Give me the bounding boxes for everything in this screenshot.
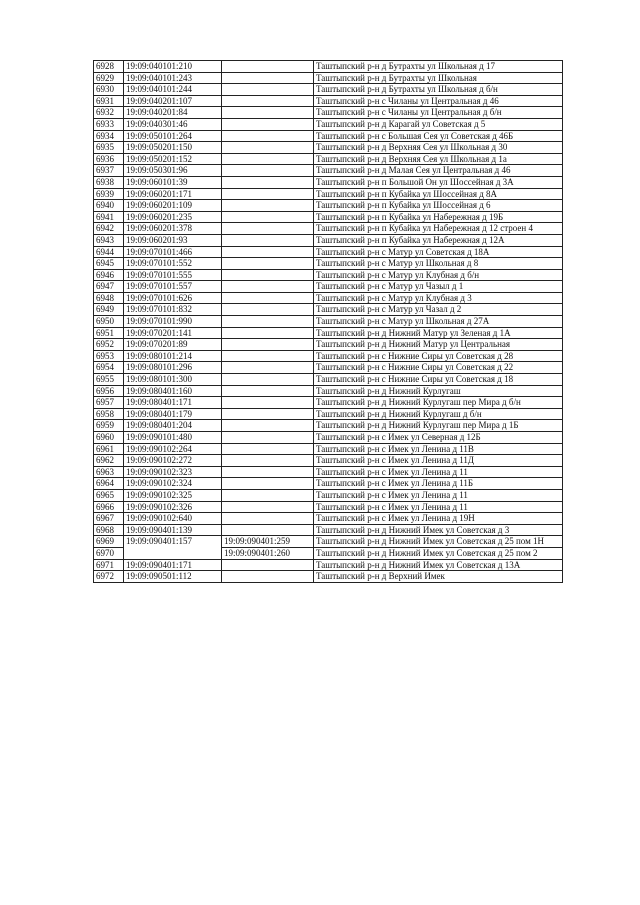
address-cell: Таштыпский р-н д Нижний Имек ул Советская д 13А	[314, 559, 563, 571]
table-row	[94, 72, 563, 84]
premises-number-cell	[222, 61, 314, 73]
premises-number-cell	[222, 130, 314, 142]
row-number-cell: 6933	[94, 118, 124, 130]
premises-number-cell	[222, 466, 314, 478]
table-row	[94, 142, 563, 154]
table-row	[94, 420, 563, 432]
table-row	[94, 478, 563, 490]
table-row	[94, 292, 563, 304]
row-number-cell: 6966	[94, 501, 124, 513]
address-cell: Таштыпский р-н д Нижний Матур ул Центральная	[314, 339, 563, 351]
premises-number-cell	[222, 153, 314, 165]
table-row	[94, 501, 563, 513]
row-number-cell: 6967	[94, 513, 124, 525]
table-row	[94, 61, 563, 73]
cadastral-number-cell: 19:09:090102:640	[124, 513, 222, 525]
cadastral-number-cell: 19:09:090102:325	[124, 489, 222, 501]
cadastral-number-cell: 19:09:090401:139	[124, 524, 222, 536]
premises-number-cell	[222, 524, 314, 536]
address-cell: Таштыпский р-н п Кубайка ул Шоссейная д 6	[314, 200, 563, 212]
premises-number-cell	[222, 397, 314, 409]
address-cell: Таштыпский р-н с Имек ул Ленина д 11	[314, 466, 563, 478]
table-row	[94, 246, 563, 258]
premises-number-cell	[222, 374, 314, 386]
address-cell: Таштыпский р-н д Верхний Имек	[314, 571, 563, 583]
premises-number-cell	[222, 107, 314, 119]
address-cell: Таштыпский р-н с Имек ул Ленина д 11	[314, 501, 563, 513]
row-number-cell: 6940	[94, 200, 124, 212]
row-number-cell: 6960	[94, 432, 124, 444]
table-row	[94, 234, 563, 246]
address-cell: Таштыпский р-н с Матур ул Школьная д 27А	[314, 316, 563, 328]
table-row	[94, 176, 563, 188]
row-number-cell: 6950	[94, 316, 124, 328]
cadastral-number-cell: 19:09:080401:179	[124, 408, 222, 420]
cadastral-number-cell: 19:09:080401:160	[124, 385, 222, 397]
address-cell: Таштыпский р-н с Имек ул Ленина д 11	[314, 489, 563, 501]
address-cell: Таштыпский р-н д Малая Сея ул Центральная д 46	[314, 165, 563, 177]
cadastral-number-cell: 19:09:040101:210	[124, 61, 222, 73]
cadastral-number-cell: 19:09:060201:235	[124, 211, 222, 223]
address-cell: Таштыпский р-н с Большая Сея ул Советская д 46Б	[314, 130, 563, 142]
row-number-cell: 6951	[94, 327, 124, 339]
table-row	[94, 316, 563, 328]
row-number-cell: 6932	[94, 107, 124, 119]
premises-number-cell	[222, 559, 314, 571]
table-row	[94, 188, 563, 200]
table-row	[94, 559, 563, 571]
row-number-cell: 6963	[94, 466, 124, 478]
address-cell: Таштыпский р-н с Матур ул Советская д 18А	[314, 246, 563, 258]
premises-number-cell	[222, 327, 314, 339]
cadastral-number-cell: 19:09:040201:107	[124, 95, 222, 107]
cadastral-number-cell: 19:09:050201:152	[124, 153, 222, 165]
premises-number-cell	[222, 385, 314, 397]
premises-number-cell	[222, 188, 314, 200]
row-number-cell: 6946	[94, 269, 124, 281]
premises-number-cell	[222, 269, 314, 281]
cadastral-number-cell: 19:09:070201:141	[124, 327, 222, 339]
address-cell: Таштыпский р-н д Бутрахты ул Школьная	[314, 72, 563, 84]
row-number-cell: 6962	[94, 455, 124, 467]
cadastral-number-cell: 19:09:070101:555	[124, 269, 222, 281]
premises-number-cell	[222, 211, 314, 223]
table-row	[94, 304, 563, 316]
table-row	[94, 455, 563, 467]
premises-number-cell	[222, 72, 314, 84]
table-row	[94, 327, 563, 339]
premises-number-cell	[222, 246, 314, 258]
premises-number-cell	[222, 176, 314, 188]
cadastral-number-cell: 19:09:080401:171	[124, 397, 222, 409]
row-number-cell: 6970	[94, 547, 124, 559]
row-number-cell: 6953	[94, 350, 124, 362]
address-cell: Таштыпский р-н с Матур ул Чазыл д 1	[314, 281, 563, 293]
cadastral-number-cell: 19:09:070201:89	[124, 339, 222, 351]
cadastral-number-cell: 19:09:050201:150	[124, 142, 222, 154]
address-cell: Таштыпский р-н с Чиланы ул Центральная д б/н	[314, 107, 563, 119]
premises-number-cell	[222, 200, 314, 212]
row-number-cell: 6955	[94, 374, 124, 386]
row-number-cell: 6956	[94, 385, 124, 397]
cadastral-number-cell: 19:09:080101:214	[124, 350, 222, 362]
table-row	[94, 339, 563, 351]
address-cell: Таштыпский р-н п Большой Он ул Шоссейная д 3А	[314, 176, 563, 188]
premises-number-cell	[222, 118, 314, 130]
address-cell: Таштыпский р-н д Нижний Курлугаш д б/н	[314, 408, 563, 420]
address-cell: Таштыпский р-н с Нижние Сиры ул Советская д 18	[314, 374, 563, 386]
address-cell: Таштыпский р-н с Имек ул Северная д 12Б	[314, 432, 563, 444]
cadastral-number-cell: 19:09:090101:480	[124, 432, 222, 444]
cadastral-number-cell: 19:09:060201:109	[124, 200, 222, 212]
address-cell: Таштыпский р-н с Матур ул Клубная д 3	[314, 292, 563, 304]
row-number-cell: 6929	[94, 72, 124, 84]
table-row	[94, 385, 563, 397]
row-number-cell: 6945	[94, 258, 124, 270]
row-number-cell: 6941	[94, 211, 124, 223]
cadastral-number-cell: 19:09:060201:378	[124, 223, 222, 235]
premises-number-cell	[222, 478, 314, 490]
cadastral-number-cell: 19:09:050301:96	[124, 165, 222, 177]
table-row	[94, 536, 563, 548]
row-number-cell: 6937	[94, 165, 124, 177]
cadastral-number-cell: 19:09:050101:264	[124, 130, 222, 142]
address-cell: Таштыпский р-н с Чиланы ул Центральная д 46	[314, 95, 563, 107]
table-row	[94, 84, 563, 96]
premises-number-cell	[222, 304, 314, 316]
premises-number-cell	[222, 513, 314, 525]
cadastral-number-cell: 19:09:080101:296	[124, 362, 222, 374]
premises-number-cell	[222, 316, 314, 328]
address-cell: Таштыпский р-н с Матур ул Клубная д б/н	[314, 269, 563, 281]
cadastral-number-cell: 19:09:070101:990	[124, 316, 222, 328]
row-number-cell: 6944	[94, 246, 124, 258]
premises-number-cell	[222, 142, 314, 154]
address-cell: Таштыпский р-н п Кубайка ул Шоссейная д 8А	[314, 188, 563, 200]
row-number-cell: 6931	[94, 95, 124, 107]
address-cell: Таштыпский р-н д Нижний Имек ул Советская д 25 пом 1Н	[314, 536, 563, 548]
row-number-cell: 6930	[94, 84, 124, 96]
cadastral-number-cell: 19:09:080401:204	[124, 420, 222, 432]
table-row	[94, 489, 563, 501]
row-number-cell: 6942	[94, 223, 124, 235]
cadastral-number-cell: 19:09:090102:324	[124, 478, 222, 490]
cadastral-number-cell: 19:09:090501:112	[124, 571, 222, 583]
table-row	[94, 350, 563, 362]
row-number-cell: 6958	[94, 408, 124, 420]
address-cell: Таштыпский р-н д Нижний Имек ул Советская д 3	[314, 524, 563, 536]
table-row	[94, 362, 563, 374]
address-cell: Таштыпский р-н с Имек ул Ленина д 11Д	[314, 455, 563, 467]
table-row	[94, 524, 563, 536]
row-number-cell: 6969	[94, 536, 124, 548]
table-row	[94, 258, 563, 270]
cadastral-number-cell: 19:09:040101:244	[124, 84, 222, 96]
premises-number-cell	[222, 350, 314, 362]
row-number-cell: 6954	[94, 362, 124, 374]
row-number-cell: 6948	[94, 292, 124, 304]
table-row	[94, 374, 563, 386]
premises-number-cell	[222, 281, 314, 293]
row-number-cell: 6972	[94, 571, 124, 583]
property-register-table	[93, 60, 563, 583]
address-cell: Таштыпский р-н д Верхняя Сея ул Школьная д 30	[314, 142, 563, 154]
address-cell: Таштыпский р-н д Нижний Курлугаш пер Мира д б/н	[314, 397, 563, 409]
table-row	[94, 223, 563, 235]
cadastral-number-cell: 19:09:070101:466	[124, 246, 222, 258]
row-number-cell: 6936	[94, 153, 124, 165]
table-row	[94, 118, 563, 130]
premises-number-cell	[222, 501, 314, 513]
premises-number-cell	[222, 420, 314, 432]
premises-number-cell	[222, 362, 314, 374]
premises-number-cell: 19:09:090401:259	[222, 536, 314, 548]
premises-number-cell	[222, 234, 314, 246]
premises-number-cell	[222, 489, 314, 501]
table-row	[94, 130, 563, 142]
premises-number-cell	[222, 165, 314, 177]
table-body	[94, 61, 563, 583]
address-cell: Таштыпский р-н д Бутрахты ул Школьная д б/н	[314, 84, 563, 96]
row-number-cell: 6959	[94, 420, 124, 432]
address-cell: Таштыпский р-н с Имек ул Ленина д 11В	[314, 443, 563, 455]
table-row	[94, 397, 563, 409]
premises-number-cell	[222, 443, 314, 455]
cadastral-number-cell: 19:09:040201:84	[124, 107, 222, 119]
cadastral-number-cell: 19:09:040101:243	[124, 72, 222, 84]
table-row	[94, 571, 563, 583]
row-number-cell: 6957	[94, 397, 124, 409]
premises-number-cell	[222, 223, 314, 235]
address-cell: Таштыпский р-н с Нижние Сиры ул Советская д 28	[314, 350, 563, 362]
cadastral-number-cell: 19:09:070101:626	[124, 292, 222, 304]
address-cell: Таштыпский р-н с Матур ул Школьная д 8	[314, 258, 563, 270]
address-cell: Таштыпский р-н с Имек ул Ленина д 11Б	[314, 478, 563, 490]
cadastral-number-cell: 19:09:070101:557	[124, 281, 222, 293]
address-cell: Таштыпский р-н п Кубайка ул Набережная д 12 строен 4	[314, 223, 563, 235]
row-number-cell: 6938	[94, 176, 124, 188]
row-number-cell: 6943	[94, 234, 124, 246]
table-row	[94, 107, 563, 119]
row-number-cell: 6939	[94, 188, 124, 200]
address-cell: Таштыпский р-н д Нижний Матур ул Зеленая д 1А	[314, 327, 563, 339]
address-cell: Таштыпский р-н п Кубайка ул Набережная д 12А	[314, 234, 563, 246]
cadastral-number-cell: 19:09:070101:552	[124, 258, 222, 270]
address-cell: Таштыпский р-н д Карагай ул Советская д 5	[314, 118, 563, 130]
cadastral-number-cell: 19:09:060101:39	[124, 176, 222, 188]
table-row	[94, 466, 563, 478]
row-number-cell: 6949	[94, 304, 124, 316]
address-cell: Таштыпский р-н с Нижние Сиры ул Советская д 22	[314, 362, 563, 374]
row-number-cell: 6934	[94, 130, 124, 142]
table-row	[94, 443, 563, 455]
row-number-cell: 6968	[94, 524, 124, 536]
address-cell: Таштыпский р-н д Нижний Курлугаш пер Мира д 1Б	[314, 420, 563, 432]
cadastral-number-cell: 19:09:070101:832	[124, 304, 222, 316]
row-number-cell: 6952	[94, 339, 124, 351]
row-number-cell: 6928	[94, 61, 124, 73]
address-cell: Таштыпский р-н д Нижний Курлугаш	[314, 385, 563, 397]
premises-number-cell	[222, 292, 314, 304]
table-row	[94, 269, 563, 281]
table-row	[94, 281, 563, 293]
table-row	[94, 513, 563, 525]
premises-number-cell	[222, 455, 314, 467]
row-number-cell: 6935	[94, 142, 124, 154]
cadastral-number-cell: 19:09:040301:46	[124, 118, 222, 130]
premises-number-cell	[222, 339, 314, 351]
cadastral-number-cell: 19:09:060201:171	[124, 188, 222, 200]
row-number-cell: 6947	[94, 281, 124, 293]
table-row	[94, 95, 563, 107]
premises-number-cell: 19:09:090401:260	[222, 547, 314, 559]
premises-number-cell	[222, 432, 314, 444]
row-number-cell: 6964	[94, 478, 124, 490]
table-row	[94, 153, 563, 165]
table-row	[94, 165, 563, 177]
cadastral-number-cell: 19:09:090102:272	[124, 455, 222, 467]
cadastral-number-cell: 19:09:060201:93	[124, 234, 222, 246]
table-row	[94, 200, 563, 212]
premises-number-cell	[222, 571, 314, 583]
address-cell: Таштыпский р-н д Нижний Имек ул Советская д 25 пом 2	[314, 547, 563, 559]
table-row	[94, 432, 563, 444]
cadastral-number-cell: 19:09:090102:326	[124, 501, 222, 513]
address-cell: Таштыпский р-н с Имек ул Ленина д 19Н	[314, 513, 563, 525]
table-row	[94, 211, 563, 223]
cadastral-number-cell: 19:09:090102:323	[124, 466, 222, 478]
cadastral-number-cell: 19:09:080101:300	[124, 374, 222, 386]
premises-number-cell	[222, 408, 314, 420]
address-cell: Таштыпский р-н д Бутрахты ул Школьная д 17	[314, 61, 563, 73]
address-cell: Таштыпский р-н д Верхняя Сея ул Школьная д 1а	[314, 153, 563, 165]
cadastral-number-cell: 19:09:090102:264	[124, 443, 222, 455]
premises-number-cell	[222, 84, 314, 96]
row-number-cell: 6965	[94, 489, 124, 501]
row-number-cell: 6971	[94, 559, 124, 571]
address-cell: Таштыпский р-н п Кубайка ул Набережная д 19Б	[314, 211, 563, 223]
premises-number-cell	[222, 95, 314, 107]
cadastral-number-cell: 19:09:090401:157	[124, 536, 222, 559]
premises-number-cell	[222, 258, 314, 270]
cadastral-number-cell: 19:09:090401:171	[124, 559, 222, 571]
row-number-cell: 6961	[94, 443, 124, 455]
table-row	[94, 408, 563, 420]
address-cell: Таштыпский р-н с Матур ул Чазал д 2	[314, 304, 563, 316]
